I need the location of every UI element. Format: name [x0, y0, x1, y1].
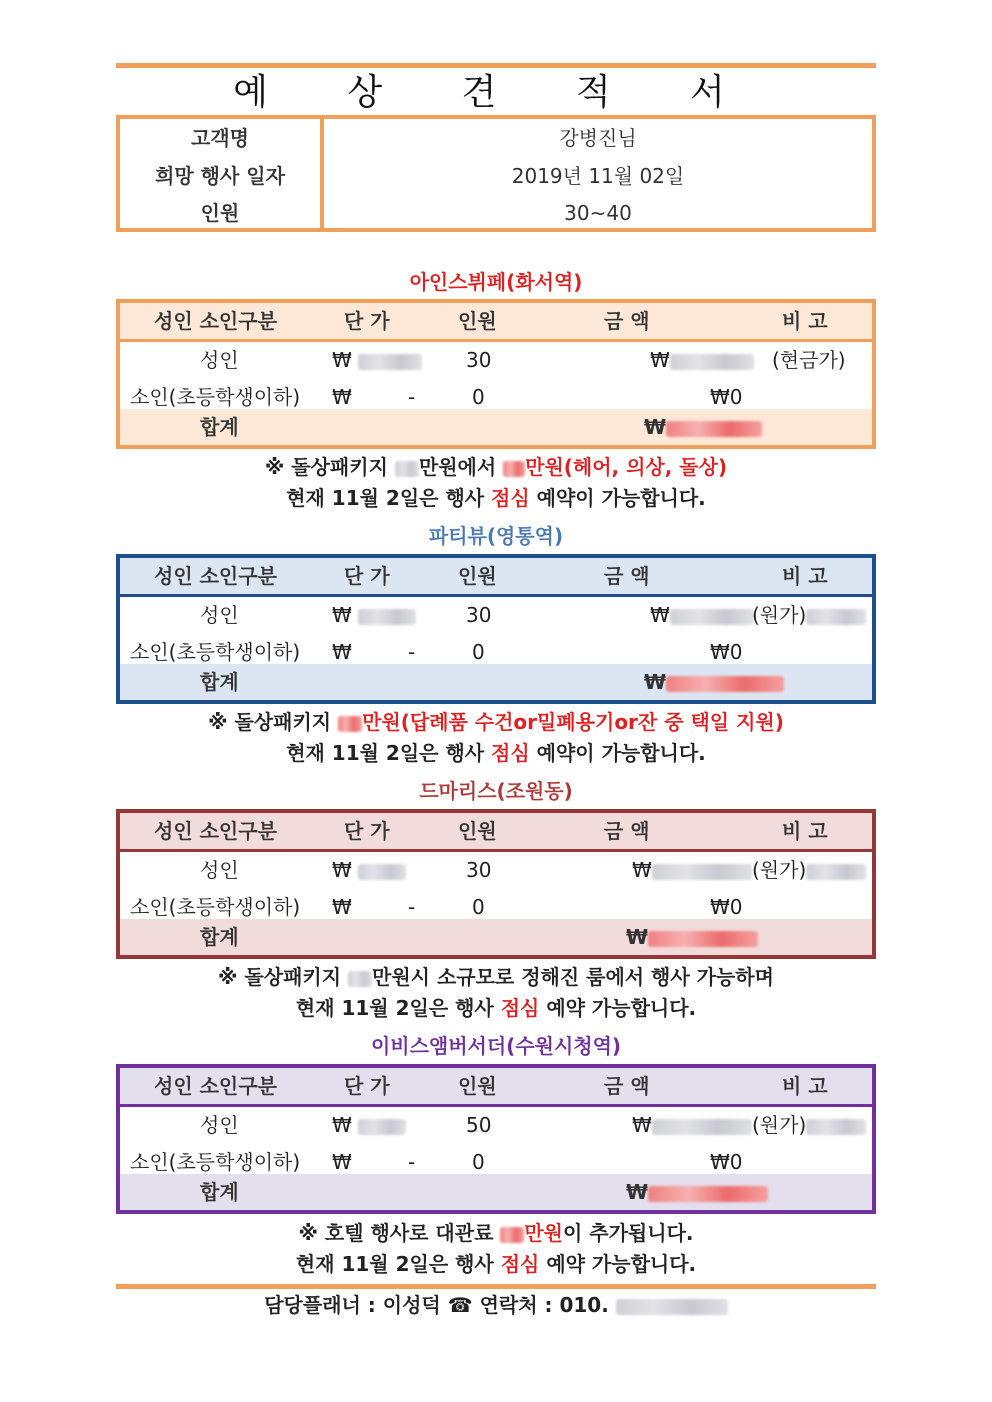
total-amount — [626, 919, 758, 955]
availability-highlight: 점심 — [500, 996, 540, 1020]
page-title: 예 상 견 적 서 — [233, 72, 759, 113]
availability-highlight: 점심 — [491, 741, 530, 765]
availability-suffix: 예약이 가능합니다. — [529, 741, 706, 765]
venue-availability-note — [116, 738, 876, 768]
phone-icon: ☎ — [447, 1293, 473, 1317]
adult-note — [752, 852, 866, 888]
venue-availability-note — [116, 993, 876, 1023]
contact-text: 연락처 : 010. — [472, 1293, 616, 1317]
child-unit-price: - — [408, 1150, 416, 1174]
table-header — [120, 558, 872, 597]
currency-symbol: ₩ — [332, 603, 352, 627]
adult-amount-redacted — [652, 1119, 752, 1135]
package-price-redacted — [338, 716, 362, 732]
child-count: 0 — [472, 1150, 485, 1174]
adult-note-redacted — [806, 609, 866, 625]
planner-text: 담당플래너 : 이성덕 — [264, 1293, 448, 1317]
total-amount-redacted — [666, 676, 784, 692]
header-count: 인원 — [458, 309, 497, 333]
customer-info-box — [116, 115, 876, 232]
currency-symbol: ₩ — [332, 858, 352, 882]
note1-middle: 만원시 소규모로 정해진 룸에서 행사 가능하며 — [372, 965, 774, 989]
currency-symbol: ₩ — [650, 348, 670, 372]
adult-count: 50 — [466, 1113, 492, 1137]
row-adult-label: 성인 — [200, 603, 239, 627]
child-amount: ₩0 — [710, 1150, 743, 1174]
row-child-label: 소인(초등학생이하) — [130, 895, 301, 919]
table-total-row — [120, 919, 872, 955]
header-count: 인원 — [458, 819, 497, 843]
currency-symbol: ₩ — [632, 858, 652, 882]
adult-amount — [632, 852, 752, 888]
adult-note-redacted — [806, 864, 866, 880]
header-count: 인원 — [458, 564, 497, 588]
header-amount: 금 액 — [604, 564, 650, 588]
total-label: 합계 — [200, 670, 239, 694]
note1-prefix: ※ 돌상패키지 — [218, 965, 349, 989]
package-price-redacted — [500, 1227, 524, 1243]
header-amount: 금 액 — [604, 819, 650, 843]
header-count: 인원 — [458, 1074, 497, 1098]
adult-note-text: (원가) — [752, 1113, 807, 1137]
package-price-redacted — [348, 971, 372, 987]
header-note: 비 고 — [782, 309, 828, 333]
currency-symbol: ₩ — [332, 1113, 352, 1137]
footer-contact — [116, 1290, 876, 1320]
currency-symbol: ₩ — [644, 415, 667, 439]
total-amount — [644, 664, 784, 700]
availability-prefix: 현재 11월 2일은 행사 — [295, 996, 501, 1020]
row-child-label: 소인(초등학생이하) — [130, 385, 301, 409]
adult-amount — [650, 342, 754, 378]
currency-symbol: ₩ — [644, 670, 667, 694]
note1-highlight: 만원(답례품 수건or밀폐용기or잔 중 택일 지원) — [362, 710, 784, 734]
header-amount: 금 액 — [604, 309, 650, 333]
venue-title: 아인스뷔페(화서역) — [409, 270, 583, 294]
adult-note-text: (원가) — [752, 858, 807, 882]
total-amount-redacted — [648, 931, 758, 947]
table-header — [120, 1068, 872, 1107]
venue-title: 파티뷰(영통역) — [428, 524, 564, 548]
header-category: 성인 소인구분 — [154, 819, 277, 843]
child-amount: ₩0 — [710, 640, 743, 664]
venue-package-note — [116, 962, 876, 992]
table-header — [120, 813, 872, 852]
row-child-label: 소인(초등학생이하) — [130, 640, 301, 664]
venue-estimate-table — [116, 299, 876, 449]
adult-unit-price — [332, 1107, 406, 1143]
headcount-label: 인원 — [200, 201, 240, 225]
note1-prefix: ※ 호텔 행사로 대관료 — [298, 1221, 501, 1245]
venue-package-note — [116, 452, 876, 482]
total-amount — [644, 409, 762, 445]
row-adult-label: 성인 — [200, 348, 239, 372]
child-amount: ₩0 — [710, 385, 743, 409]
table-total-row — [120, 1174, 872, 1210]
adult-count: 30 — [466, 603, 492, 627]
phone-number-redacted — [616, 1299, 728, 1315]
total-amount-redacted — [648, 1186, 768, 1202]
note1-middle: 만원에서 — [418, 455, 504, 479]
customer-value: 강병진님 — [559, 126, 637, 150]
availability-highlight: 점심 — [491, 486, 530, 510]
header-category: 성인 소인구분 — [154, 1074, 277, 1098]
child-currency: ₩ — [332, 1150, 352, 1174]
header-unit-price: 단 가 — [344, 819, 390, 843]
child-unit-price: - — [408, 385, 416, 409]
header-amount: 금 액 — [604, 1074, 650, 1098]
adult-note — [752, 1107, 866, 1143]
availability-prefix: 현재 11월 2일은 행사 — [295, 1252, 501, 1276]
child-unit-price: - — [408, 895, 416, 919]
currency-symbol: ₩ — [650, 603, 670, 627]
row-adult-label: 성인 — [200, 858, 239, 882]
adult-note — [772, 342, 846, 378]
availability-suffix: 예약이 가능합니다. — [529, 486, 706, 510]
venue-title: 이비스앰버서더(수원시청역) — [370, 1034, 622, 1058]
availability-suffix: 예약 가능합니다. — [539, 1252, 697, 1276]
child-currency: ₩ — [332, 895, 352, 919]
header-note: 비 고 — [782, 1074, 828, 1098]
note1-suffix: 이 추가됩니다. — [563, 1221, 694, 1245]
header-unit-price: 단 가 — [344, 1074, 390, 1098]
adult-count: 30 — [466, 858, 492, 882]
adult-amount-redacted — [670, 354, 754, 370]
table-total-row — [120, 409, 872, 445]
header-category: 성인 소인구분 — [154, 309, 277, 333]
header-note: 비 고 — [782, 819, 828, 843]
venue-availability-note — [116, 483, 876, 513]
currency-symbol: ₩ — [632, 1113, 652, 1137]
availability-prefix: 현재 11월 2일은 행사 — [286, 486, 492, 510]
venue-estimate-table — [116, 554, 876, 704]
currency-symbol: ₩ — [626, 1180, 649, 1204]
adult-note-redacted — [806, 1119, 866, 1135]
note1-prefix: ※ 돌상패키지 — [264, 455, 395, 479]
venue-estimate-table — [116, 809, 876, 959]
row-adult-label: 성인 — [200, 1113, 239, 1137]
adult-amount-redacted — [652, 864, 752, 880]
header-note: 비 고 — [782, 564, 828, 588]
total-label: 합계 — [200, 925, 239, 949]
adult-amount — [632, 1107, 752, 1143]
child-count: 0 — [472, 895, 485, 919]
adult-note-text: (현금가) — [772, 348, 846, 372]
child-count: 0 — [472, 385, 485, 409]
adult-unit-price — [332, 852, 406, 888]
adult-amount-redacted — [670, 609, 754, 625]
adult-price-redacted — [358, 354, 422, 370]
child-currency: ₩ — [332, 385, 352, 409]
total-label: 합계 — [200, 415, 239, 439]
note1-prefix: ※ 돌상패키지 — [208, 710, 339, 734]
availability-suffix: 예약 가능합니다. — [539, 996, 697, 1020]
headcount-value: 30~40 — [564, 201, 632, 225]
bottom-divider — [116, 1284, 876, 1289]
row-child-label: 소인(초등학생이하) — [130, 1150, 301, 1174]
adult-price-redacted — [358, 864, 406, 880]
adult-count: 30 — [466, 348, 492, 372]
child-count: 0 — [472, 640, 485, 664]
event-date-value: 2019년 11월 02일 — [511, 164, 685, 188]
total-label: 합계 — [200, 1180, 239, 1204]
discount-price-redacted — [503, 461, 525, 477]
adult-price-redacted — [358, 1119, 406, 1135]
venue-package-note — [116, 1218, 876, 1248]
table-total-row — [120, 664, 872, 700]
customer-label: 고객명 — [191, 126, 249, 150]
currency-symbol: ₩ — [332, 348, 352, 372]
package-price-redacted — [395, 461, 419, 477]
note1-highlight: 만원 — [524, 1221, 563, 1245]
currency-symbol: ₩ — [626, 925, 649, 949]
venue-title: 드마리스(조원동) — [419, 779, 573, 803]
availability-prefix: 현재 11월 2일은 행사 — [286, 741, 492, 765]
top-divider — [116, 63, 876, 68]
child-unit-price: - — [408, 640, 416, 664]
adult-amount — [650, 597, 754, 633]
note1-highlight: 만원(헤어, 의상, 돌상) — [525, 455, 728, 479]
child-currency: ₩ — [332, 640, 352, 664]
adult-note-text: (원가) — [752, 603, 807, 627]
event-date-label: 희망 행사 일자 — [155, 164, 285, 188]
adult-unit-price — [332, 597, 416, 633]
table-header — [120, 303, 872, 342]
child-amount: ₩0 — [710, 895, 743, 919]
adult-note — [752, 597, 866, 633]
venue-estimate-table — [116, 1064, 876, 1214]
header-category: 성인 소인구분 — [154, 564, 277, 588]
header-unit-price: 단 가 — [344, 309, 390, 333]
adult-price-redacted — [358, 609, 416, 625]
total-amount-redacted — [666, 421, 762, 437]
adult-unit-price — [332, 342, 422, 378]
venue-package-note — [116, 707, 876, 737]
header-unit-price: 단 가 — [344, 564, 390, 588]
availability-highlight: 점심 — [500, 1252, 540, 1276]
venue-availability-note — [116, 1249, 876, 1279]
total-amount — [626, 1174, 768, 1210]
